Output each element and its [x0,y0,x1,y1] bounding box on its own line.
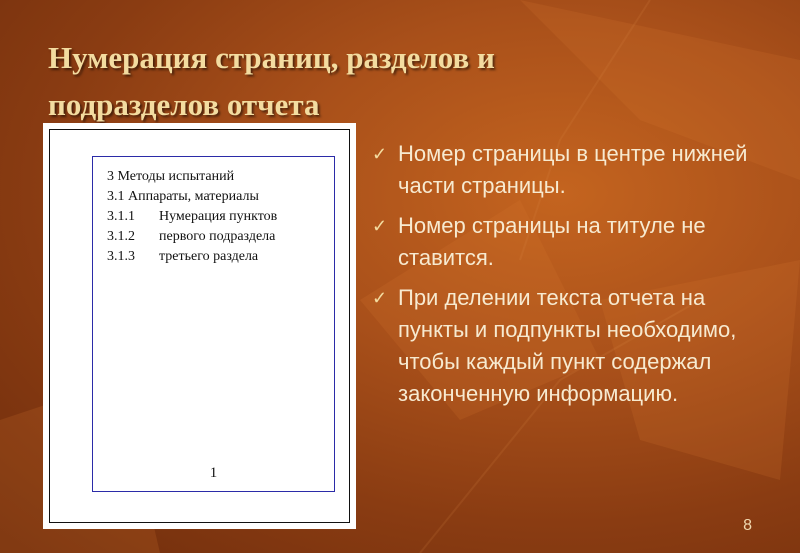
bullet-text: Номер страницы на титуле не ставится. [398,213,706,270]
checkmark-icon: ✓ [372,144,388,164]
checkmark-icon: ✓ [372,216,388,236]
document-text-area [92,156,335,492]
slide-title-line-1: Нумерация страниц, разделов и [48,40,495,75]
toc-row: 3.1.2 первого подраздела [107,229,276,244]
slide-title [48,34,748,128]
slide-title-line-2: подразделов отчета [48,87,320,122]
bullet-item [370,138,770,202]
toc-row: 3.1 Аппараты, материалы [107,189,259,204]
bullet-item [370,210,770,274]
bullet-text: При делении текста отчета на пункты и подпункты необходимо, чтобы каждый пункт содержал законченную информацию. [398,285,737,406]
checkmark-icon: ✓ [372,288,388,308]
toc-row: 3 Методы испытаний [107,169,235,184]
document-toc [107,167,277,267]
document-page-illustration [43,123,356,529]
toc-row: 3.1.1 Нумерация пунктов [107,209,278,224]
bullet-item [370,282,770,410]
document-page-number: 1 [209,465,218,481]
slide-number: 8 [743,517,752,534]
bullet-list [370,138,770,418]
toc-row: 3.1.3 третьего раздела [107,249,259,264]
bullet-text: Номер страницы в центре нижней части страницы. [398,141,748,198]
